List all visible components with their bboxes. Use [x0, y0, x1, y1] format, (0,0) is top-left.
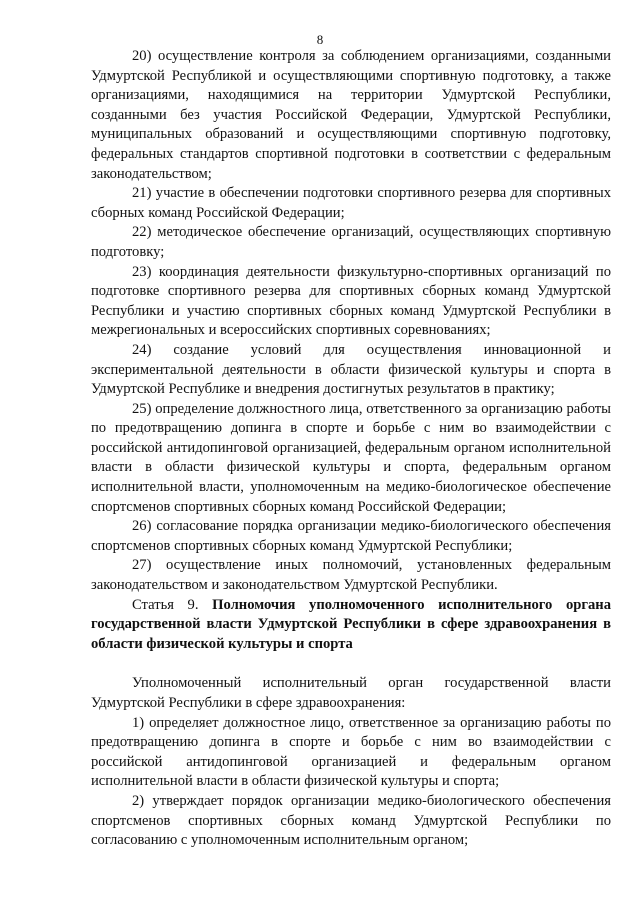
list-item-23: 23) координация деятельности физкультурно-спортивных организаций по подготовке спортивного резерва для спортивных сборных команд Удмуртской Республики и участию спортивных сборных команд Удмуртской Республики в межрегиональных и всероссийских спортивных соревнованиях; [91, 263, 611, 339]
list-item-25: 25) определение должностного лица, ответственного за организацию работы по предотвращению допинга в спорте и борьбе с ним во взаимодействии с российской антидопинговой организацией, федеральным органом исполнительной власти в области физической культуры и спорта, федеральным органом исполнительной власти, уполномоченным на медико-биологическое обеспечение спортсменов спортивных сборных команд Российской Федерации; [91, 400, 611, 515]
list-item-26: 26) согласование порядка организации медико-биологического обеспечения спортсменов спортивных сборных команд Удмуртской Республики; [91, 518, 611, 554]
article-9-title: Полномочия уполномоченного исполнительного органа государственной власти Удмуртской Республики в сфере здравоохранения в области физической культуры и спорта [91, 596, 611, 652]
list-item-24: 24) создание условий для осуществления инновационной и экспериментальной деятельности в области физической культуры и спорта в Удмуртской Республике и внедрения достигнутых результатов в практику; [91, 341, 611, 398]
list-item-27: 27) осуществление иных полномочий, установленных федеральным законодательством и законодательством Удмуртской Республики. [91, 557, 611, 594]
article-9-item-2: 2) утверждает порядок организации медико-биологического обеспечения спортсменов спортивных сборных команд Удмуртской Республики по согласованию с уполномоченным исполнительным органом; [91, 792, 611, 849]
article-9-intro: Уполномоченный исполнительный орган государственной власти Удмуртской Республики в сфере здравоохранения: [91, 675, 611, 711]
page-content [91, 47, 611, 851]
article-9-item-1: 1) определяет должностное лицо, ответственное за организацию работы по предотвращению допинга в спорте и борьбе с ним во взаимодействии с российской антидопинговой организацией и федеральным органом исполнительной власти в области физической культуры и спорта; [91, 714, 611, 790]
page-number: 8 [316, 32, 324, 47]
list-item-20: 20) осуществление контроля за соблюдением организациями, созданными Удмуртской Республикой и осуществляющими спортивную подготовку, а также организациями, находящимися на территории Удмуртской Республики, созданными без участия Российской Федерации, Удмуртской Республики, муниципальных образований и осуществляющими спортивную подготовку, федеральных стандартов спортивной подготовки в соответствии с федеральным законодательством; [91, 48, 611, 182]
article-9-label: Статья 9. [132, 596, 199, 613]
article-9-heading [91, 596, 611, 655]
list-item-21: 21) участие в обеспечении подготовки спортивного резерва для спортивных сборных команд Российской Федерации; [91, 185, 611, 221]
list-item-22: 22) методическое обеспечение организаций, осуществляющих спортивную подготовку; [91, 224, 611, 260]
